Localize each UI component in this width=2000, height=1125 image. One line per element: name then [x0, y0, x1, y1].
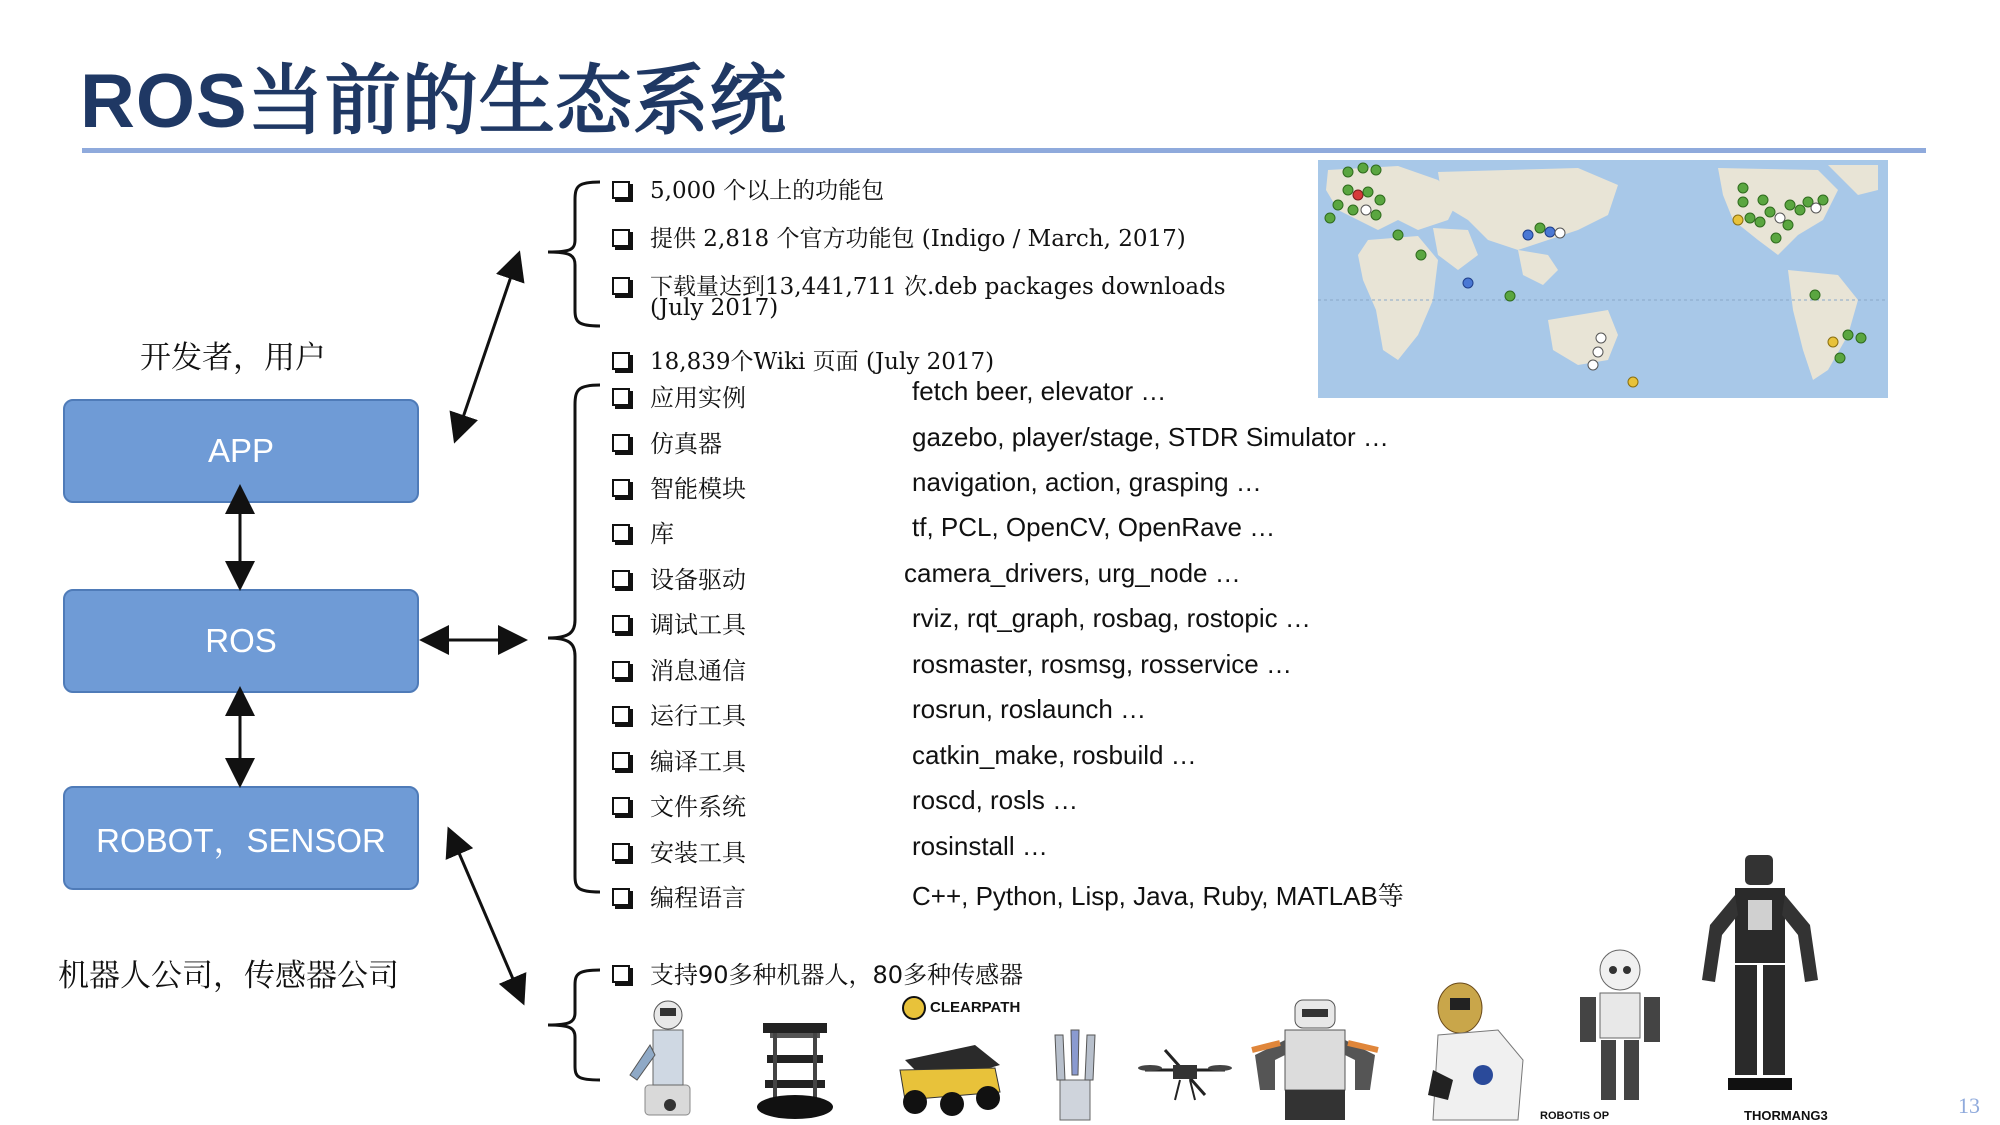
robotis-op-robot-icon	[1565, 945, 1675, 1115]
ros-users-world-map	[1318, 160, 1888, 398]
checkbox-icon	[612, 388, 630, 406]
robots-support-item	[612, 955, 1023, 990]
checkbox-icon	[612, 843, 630, 861]
component-category: 应用实例	[650, 384, 746, 412]
list-item	[612, 172, 884, 205]
checkbox-icon	[612, 434, 630, 452]
component-items: C++, Python, Lisp, Java, Ruby, MATLAB等	[912, 881, 1404, 911]
component-items: rosmaster, rosmsg, rosservice …	[912, 649, 1292, 679]
component-category: 运行工具	[650, 702, 746, 730]
developer-user-label: 开发者，用户	[140, 340, 326, 375]
checkbox-icon	[612, 524, 630, 542]
component-items: camera_drivers, urg_node …	[904, 558, 1241, 588]
component-items: fetch beer, elevator …	[912, 376, 1167, 406]
app-box-label: APP	[207, 432, 275, 469]
checkbox-icon	[612, 706, 630, 724]
component-row	[612, 878, 1512, 913]
robot-gripper-icon	[1035, 1025, 1115, 1125]
husky-robot-icon	[890, 1030, 1010, 1120]
checkbox-icon	[612, 352, 630, 370]
checkbox-icon	[612, 888, 630, 906]
component-items: tf, PCL, OpenCV, OpenRave …	[912, 512, 1276, 542]
component-items: roscd, rosls …	[912, 785, 1079, 815]
component-category: 智能模块	[650, 475, 746, 503]
component-row	[612, 424, 1512, 459]
checkbox-icon	[612, 752, 630, 770]
component-row	[612, 742, 1512, 777]
robotis-op-logo: ROBOTIS OP	[1540, 1110, 1610, 1122]
component-items: rosinstall …	[912, 831, 1048, 861]
component-items: navigation, action, grasping …	[912, 467, 1262, 497]
ros-box-label: ROS	[205, 622, 277, 659]
checkbox-icon	[612, 615, 630, 633]
robots-support-text: 支持90多种机器人，80多种传感器	[650, 961, 1024, 989]
thormang3-robot-icon	[1690, 850, 1835, 1108]
page-number: 13	[1958, 1093, 1980, 1118]
list-item	[612, 343, 994, 376]
checkbox-icon	[612, 797, 630, 815]
component-row	[612, 787, 1512, 822]
stat-text: 5,000 个以上的功能包	[650, 178, 885, 204]
stat-continuation: (July 2017)	[650, 295, 779, 321]
page-title: ROS当前的生态系统	[80, 59, 787, 144]
clearpath-logo-icon	[902, 996, 926, 1020]
component-category: 消息通信	[650, 657, 746, 685]
turtlebot-robot-icon	[745, 1015, 845, 1125]
component-row	[612, 514, 1512, 549]
component-category: 安装工具	[650, 839, 746, 867]
stat-text: 18,839个Wiki 页面 (July 2017)	[650, 349, 995, 375]
drone-icon	[1135, 1040, 1235, 1110]
robot-sensor-box-label: ROBOT，SENSOR	[96, 821, 386, 859]
component-category: 仿真器	[650, 430, 722, 458]
checkbox-icon	[612, 479, 630, 497]
checkbox-icon	[612, 661, 630, 679]
component-category: 库	[650, 520, 674, 548]
clearpath-logo-text: CLEARPATH	[930, 998, 1021, 1016]
component-row	[612, 560, 1512, 595]
stat-text: 下载量达到13,441,711 次.deb packages downloads	[650, 274, 1226, 300]
robot-company-label: 机器人公司，传感器公司	[58, 958, 399, 993]
component-row	[612, 469, 1512, 504]
component-category: 文件系统	[650, 793, 746, 821]
humanoid-dual-arm-robot-icon	[1240, 995, 1385, 1125]
checkbox-icon	[612, 570, 630, 588]
component-category: 编译工具	[650, 748, 746, 776]
component-category: 调试工具	[650, 611, 746, 639]
component-row	[612, 833, 1512, 868]
list-item	[612, 220, 1186, 253]
component-category: 编程语言	[650, 884, 746, 912]
pr2-robot-icon	[615, 990, 715, 1125]
component-items: catkin_make, rosbuild …	[912, 740, 1197, 770]
checkbox-icon	[612, 277, 630, 295]
thormang3-logo: THORMANG3	[1744, 1108, 1828, 1123]
component-items: rviz, rqt_graph, rosbag, rostopic …	[912, 603, 1311, 633]
checkbox-icon	[612, 181, 630, 199]
component-items: gazebo, player/stage, STDR Simulator …	[912, 422, 1389, 452]
checkbox-icon	[612, 965, 630, 983]
stat-text: 提供 2,818 个官方功能包 (Indigo / March, 2017)	[650, 226, 1186, 252]
checkbox-icon	[612, 229, 630, 247]
component-row	[612, 605, 1512, 640]
robonaut-robot-icon	[1418, 980, 1528, 1125]
component-row	[612, 651, 1512, 686]
component-row	[612, 696, 1512, 731]
clearpath-logo	[902, 996, 1020, 1020]
component-category: 设备驱动	[650, 566, 746, 594]
component-items: rosrun, roslaunch …	[912, 694, 1147, 724]
